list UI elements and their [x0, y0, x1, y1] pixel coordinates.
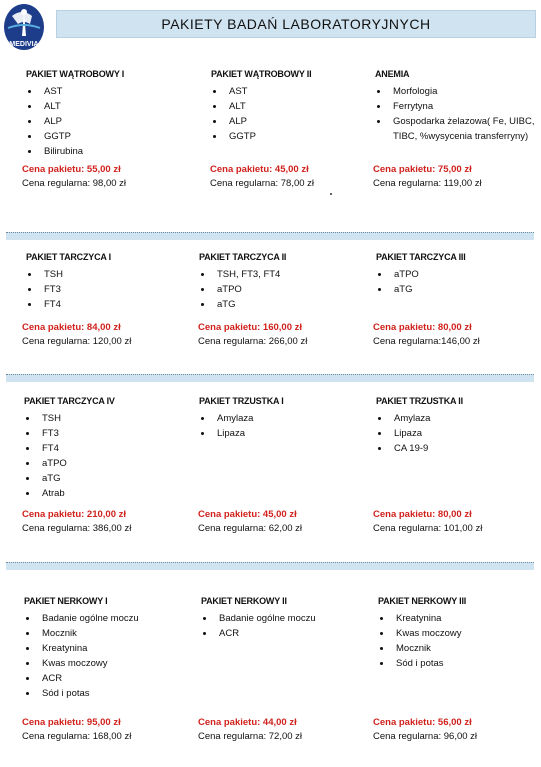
package-kidney-3 [378, 594, 538, 671]
list-item: Morfologia [375, 84, 535, 99]
package-price: Cena pakietu: 80,00 zł [373, 509, 472, 520]
list-item: aTG [376, 282, 536, 297]
package-name: PAKIET NERKOWY II [201, 596, 287, 606]
page-title: PAKIETY BADAŃ LABORATORYJNYCH [56, 10, 536, 38]
list-item: Gospodarka żelazowa( Fe, UIBC, TIBC, %wysycenia transferryny) [375, 114, 535, 144]
package-name: ANEMIA [375, 69, 410, 79]
regular-price: Cena regularna: 168,00 zł [22, 731, 132, 742]
package-price: Cena pakietu: 75,00 zł [373, 164, 472, 175]
list-item: AST [211, 84, 371, 99]
list-item: FT3 [24, 426, 189, 441]
list-item: FT4 [24, 441, 189, 456]
list-item: Mocznik [24, 626, 194, 641]
package-thyroid-2 [199, 250, 369, 312]
list-item: Sód i potas [378, 656, 538, 671]
package-thyroid-3 [376, 250, 536, 297]
stray-dot [330, 193, 332, 195]
package-price-block [198, 716, 302, 744]
package-pancreas-1 [199, 394, 369, 441]
list-item: Kreatynina [378, 611, 538, 626]
package-price: Cena pakietu: 45,00 zł [198, 509, 297, 520]
package-price: Cena pakietu: 160,00 zł [198, 322, 303, 333]
package-name: PAKIET TRZUSTKA II [376, 396, 463, 406]
list-item: ACR [201, 626, 371, 641]
list-item: aTPO [199, 282, 369, 297]
package-kidney-2 [201, 594, 371, 641]
list-item: ALT [211, 99, 371, 114]
regular-price: Cena regularna: 72,00 zł [198, 731, 303, 742]
list-item: Kwas moczowy [378, 626, 538, 641]
package-price: Cena pakietu: 56,00 zł [373, 717, 472, 728]
regular-price: Cena regularna: 62,00 zł [198, 523, 303, 534]
package-price-block [198, 508, 302, 536]
package-price: Cena pakietu: 84,00 zł [22, 322, 121, 333]
package-price-block [22, 321, 131, 349]
package-liver-2 [211, 67, 371, 144]
section-divider [6, 562, 534, 570]
package-name: PAKIET TARCZYCA III [376, 252, 466, 262]
package-price-block [198, 321, 307, 349]
package-name: PAKIET TARCZYCA IV [24, 396, 115, 406]
list-item: Mocznik [378, 641, 538, 656]
regular-price: Cena regularna: 78,00 zł [210, 178, 315, 189]
package-price: Cena pakietu: 80,00 zł [373, 322, 472, 333]
package-price: Cena pakietu: 44,00 zł [198, 717, 297, 728]
package-name: PAKIET NERKOWY I [24, 596, 108, 606]
list-item: CA 19-9 [376, 441, 536, 456]
list-item: Lipaza [199, 426, 369, 441]
package-liver-1 [26, 67, 196, 159]
package-name: PAKIET NERKOWY III [378, 596, 467, 606]
list-item: Badanie ogólne moczu [24, 611, 194, 626]
list-item: ACR [24, 671, 194, 686]
regular-price: Cena regularna: 120,00 zł [22, 336, 132, 347]
regular-price: Cena regularna: 98,00 zł [22, 178, 127, 189]
package-name: PAKIET TARCZYCA I [26, 252, 111, 262]
regular-price: Cena regularna: 386,00 zł [22, 523, 132, 534]
package-price-block [210, 163, 314, 191]
list-item: Lipaza [376, 426, 536, 441]
list-item: TSH [26, 267, 191, 282]
list-item: AST [26, 84, 196, 99]
list-item: aTPO [24, 456, 189, 471]
package-price-block [22, 716, 131, 744]
package-name: PAKIET TARCZYCA II [199, 252, 287, 262]
list-item: TSH [24, 411, 189, 426]
list-item: Atrab [24, 486, 189, 501]
package-name: PAKIET TRZUSTKA I [199, 396, 284, 406]
list-item: Badanie ogólne moczu [201, 611, 371, 626]
package-anemia [375, 67, 535, 144]
list-item: ALP [26, 114, 196, 129]
list-item: aTPO [376, 267, 536, 282]
package-price-block [373, 716, 477, 744]
list-item: FT3 [26, 282, 191, 297]
list-item: ALT [26, 99, 196, 114]
list-item: Sód i potas [24, 686, 194, 701]
package-price-block [373, 163, 482, 191]
package-pancreas-2 [376, 394, 536, 456]
section-divider [6, 232, 534, 240]
regular-price: Cena regularna: 101,00 zł [373, 523, 483, 534]
list-item: GGTP [26, 129, 196, 144]
package-thyroid-1 [26, 250, 191, 312]
section-divider [6, 374, 534, 382]
list-item: aTG [24, 471, 189, 486]
list-item: GGTP [211, 129, 371, 144]
package-price-block [22, 163, 126, 191]
package-price: Cena pakietu: 55,00 zł [22, 164, 121, 175]
list-item: Bilirubina [26, 144, 196, 159]
package-kidney-1 [24, 594, 194, 701]
package-price-block [373, 321, 480, 349]
regular-price: Cena regularna:146,00 zł [373, 336, 480, 347]
package-price: Cena pakietu: 95,00 zł [22, 717, 121, 728]
package-price-block [373, 508, 482, 536]
package-price-block [22, 508, 131, 536]
list-item: aTG [199, 297, 369, 312]
list-item: Amylaza [199, 411, 369, 426]
list-item: TSH, FT3, FT4 [199, 267, 369, 282]
list-item: FT4 [26, 297, 191, 312]
package-name: PAKIET WĄTROBOWY II [211, 69, 312, 79]
regular-price: Cena regularna: 119,00 zł [373, 178, 482, 189]
list-item: Kreatynina [24, 641, 194, 656]
list-item: Kwas moczowy [24, 656, 194, 671]
package-thyroid-4 [24, 394, 189, 501]
package-name: PAKIET WĄTROBOWY I [26, 69, 125, 79]
package-price: Cena pakietu: 45,00 zł [210, 164, 309, 175]
logo [2, 2, 47, 52]
regular-price: Cena regularna: 266,00 zł [198, 336, 308, 347]
regular-price: Cena regularna: 96,00 zł [373, 731, 478, 742]
list-item: Amylaza [376, 411, 536, 426]
list-item: Ferrytyna [375, 99, 535, 114]
package-price: Cena pakietu: 210,00 zł [22, 509, 127, 520]
list-item: ALP [211, 114, 371, 129]
svg-text:MEDIVIA: MEDIVIA [9, 41, 39, 48]
